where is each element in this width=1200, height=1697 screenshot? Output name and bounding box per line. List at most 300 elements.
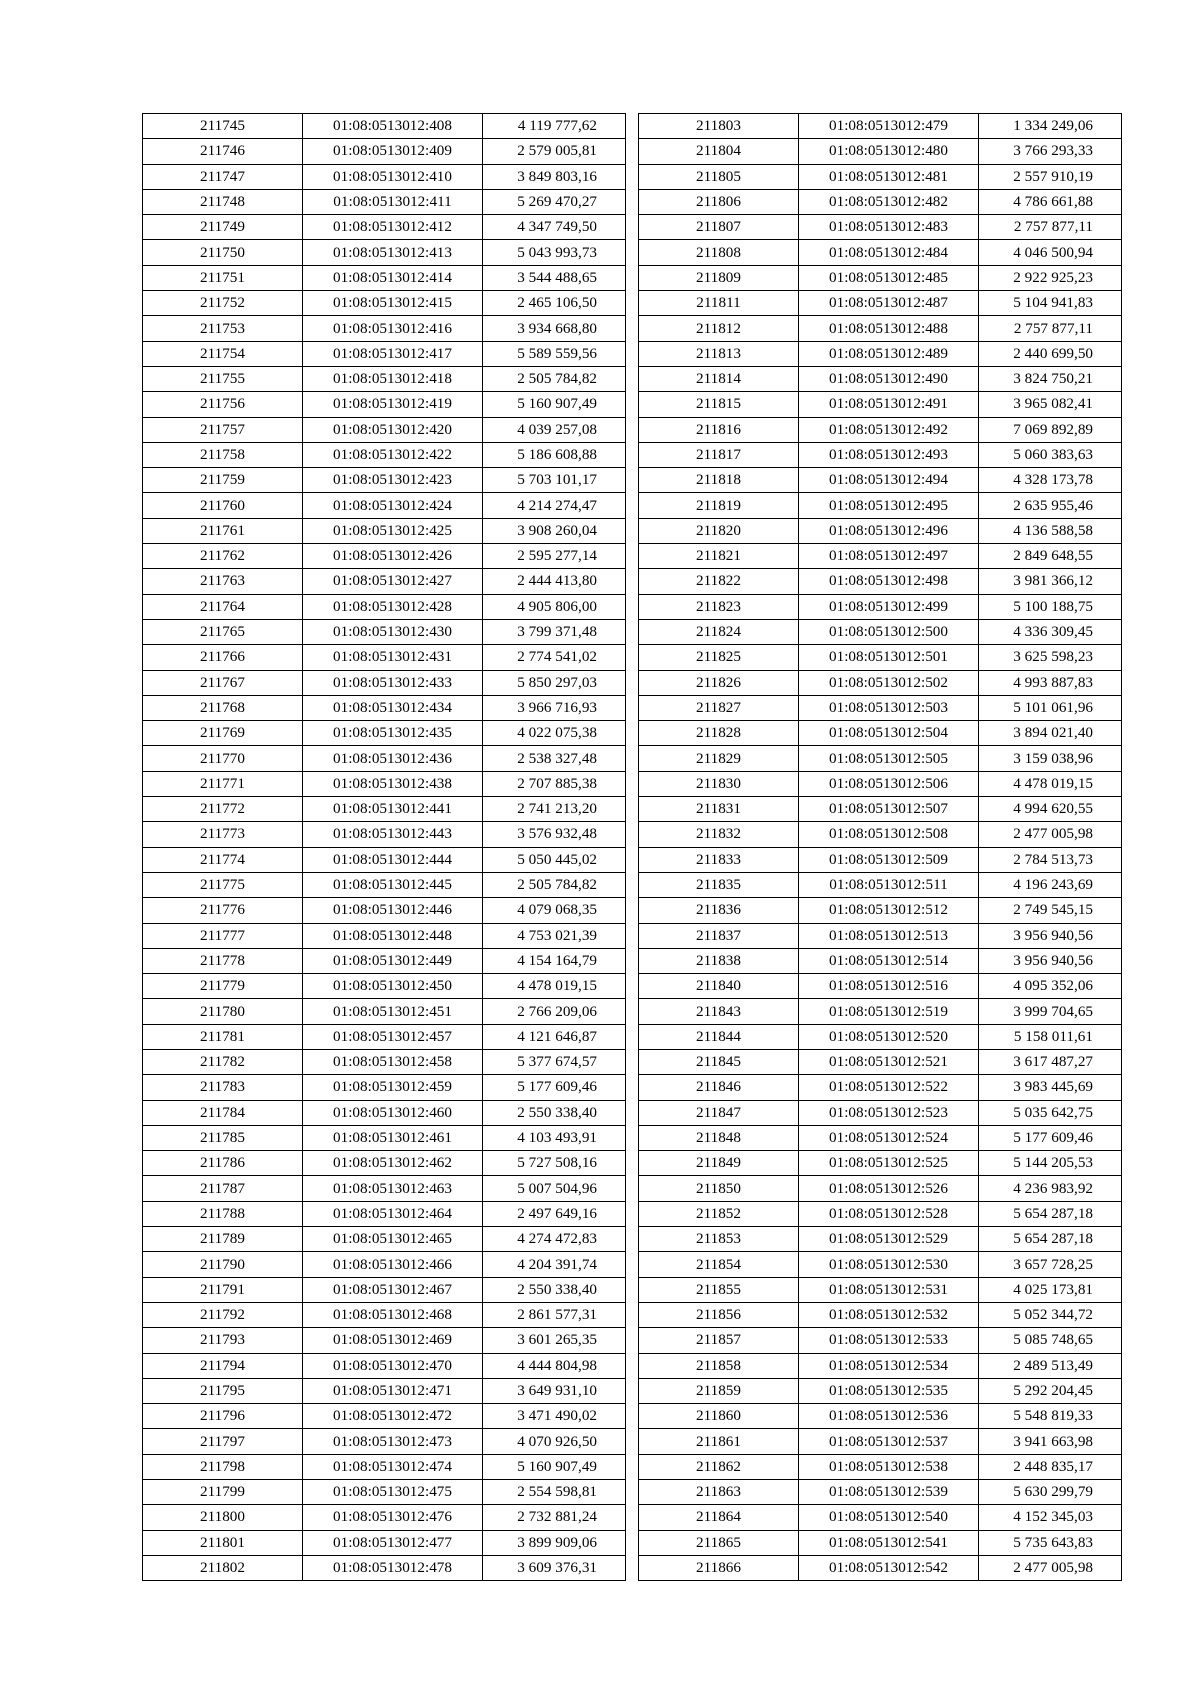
table-row (143, 1201, 626, 1226)
cadastral-number-cell: 01:08:0513012:492 (799, 417, 979, 442)
value-cell: 2 766 209,06 (483, 999, 626, 1024)
row-number-cell: 211757 (143, 417, 303, 442)
cadastral-number-cell: 01:08:0513012:536 (799, 1404, 979, 1429)
cadastral-number-cell: 01:08:0513012:495 (799, 493, 979, 518)
cadastral-number-cell: 01:08:0513012:468 (303, 1302, 483, 1327)
cadastral-number-cell: 01:08:0513012:466 (303, 1252, 483, 1277)
table-row (143, 417, 626, 442)
table-row (143, 215, 626, 240)
table-row (143, 974, 626, 999)
cadastral-number-cell: 01:08:0513012:512 (799, 898, 979, 923)
value-cell: 2 505 784,82 (483, 366, 626, 391)
cadastral-number-cell: 01:08:0513012:509 (799, 847, 979, 872)
table-row (639, 923, 1122, 948)
row-number-cell: 211821 (639, 544, 799, 569)
row-number-cell: 211812 (639, 316, 799, 341)
value-cell: 4 152 345,03 (979, 1505, 1122, 1530)
cadastral-number-cell: 01:08:0513012:501 (799, 645, 979, 670)
row-number-cell: 211786 (143, 1151, 303, 1176)
value-cell: 2 707 885,38 (483, 771, 626, 796)
row-number-cell: 211804 (639, 139, 799, 164)
table-row (639, 215, 1122, 240)
value-cell: 2 554 598,81 (483, 1480, 626, 1505)
value-cell: 4 196 243,69 (979, 872, 1122, 897)
cadastral-number-cell: 01:08:0513012:528 (799, 1201, 979, 1226)
value-cell: 3 471 490,02 (483, 1404, 626, 1429)
row-number-cell: 211864 (639, 1505, 799, 1530)
cadastral-number-cell: 01:08:0513012:449 (303, 948, 483, 973)
row-number-cell: 211844 (639, 1024, 799, 1049)
cadastral-number-cell: 01:08:0513012:499 (799, 594, 979, 619)
table-row (143, 189, 626, 214)
cadastral-number-cell: 01:08:0513012:474 (303, 1454, 483, 1479)
value-cell: 3 981 366,12 (979, 569, 1122, 594)
row-number-cell: 211768 (143, 695, 303, 720)
value-cell: 3 657 728,25 (979, 1252, 1122, 1277)
value-cell: 4 136 588,58 (979, 518, 1122, 543)
row-number-cell: 211783 (143, 1075, 303, 1100)
cadastral-number-cell: 01:08:0513012:412 (303, 215, 483, 240)
value-cell: 5 177 609,46 (979, 1125, 1122, 1150)
cadastral-number-cell: 01:08:0513012:534 (799, 1353, 979, 1378)
row-number-cell: 211857 (639, 1328, 799, 1353)
cadastral-number-cell: 01:08:0513012:496 (799, 518, 979, 543)
row-number-cell: 211835 (639, 872, 799, 897)
table-row (639, 1505, 1122, 1530)
row-number-cell: 211775 (143, 872, 303, 897)
cadastral-number-cell: 01:08:0513012:504 (799, 721, 979, 746)
value-cell: 5 060 383,63 (979, 442, 1122, 467)
cadastral-number-cell: 01:08:0513012:541 (799, 1530, 979, 1555)
cadastral-number-cell: 01:08:0513012:538 (799, 1454, 979, 1479)
value-cell: 5 085 748,65 (979, 1328, 1122, 1353)
row-number-cell: 211813 (639, 341, 799, 366)
table-row (143, 721, 626, 746)
row-number-cell: 211865 (639, 1530, 799, 1555)
value-cell: 4 236 983,92 (979, 1176, 1122, 1201)
value-cell: 4 046 500,94 (979, 240, 1122, 265)
table-row (143, 872, 626, 897)
row-number-cell: 211794 (143, 1353, 303, 1378)
row-number-cell: 211828 (639, 721, 799, 746)
table-row (639, 569, 1122, 594)
cadastral-number-cell: 01:08:0513012:488 (799, 316, 979, 341)
value-cell: 5 160 907,49 (483, 1454, 626, 1479)
row-number-cell: 211756 (143, 392, 303, 417)
table-row (639, 164, 1122, 189)
row-number-cell: 211759 (143, 468, 303, 493)
cadastral-number-cell: 01:08:0513012:411 (303, 189, 483, 214)
row-number-cell: 211830 (639, 771, 799, 796)
row-number-cell: 211773 (143, 822, 303, 847)
table-row (639, 1024, 1122, 1049)
row-number-cell: 211766 (143, 645, 303, 670)
value-cell: 5 144 205,53 (979, 1151, 1122, 1176)
table-row (639, 1480, 1122, 1505)
table-row (143, 366, 626, 391)
table-row (143, 114, 626, 139)
cadastral-number-cell: 01:08:0513012:540 (799, 1505, 979, 1530)
table-row (143, 746, 626, 771)
cadastral-number-cell: 01:08:0513012:473 (303, 1429, 483, 1454)
table-row (143, 240, 626, 265)
row-number-cell: 211823 (639, 594, 799, 619)
value-cell: 4 905 806,00 (483, 594, 626, 619)
row-number-cell: 211784 (143, 1100, 303, 1125)
value-cell: 3 601 265,35 (483, 1328, 626, 1353)
table-row (143, 847, 626, 872)
cadastral-number-cell: 01:08:0513012:524 (799, 1125, 979, 1150)
cadastral-number-cell: 01:08:0513012:475 (303, 1480, 483, 1505)
cadastral-number-cell: 01:08:0513012:463 (303, 1176, 483, 1201)
cadastral-number-cell: 01:08:0513012:533 (799, 1328, 979, 1353)
value-cell: 3 649 931,10 (483, 1378, 626, 1403)
table-row (639, 518, 1122, 543)
value-cell: 3 159 038,96 (979, 746, 1122, 771)
cadastral-number-cell: 01:08:0513012:523 (799, 1100, 979, 1125)
cadastral-number-cell: 01:08:0513012:529 (799, 1227, 979, 1252)
row-number-cell: 211843 (639, 999, 799, 1024)
table-row (639, 670, 1122, 695)
value-cell: 2 757 877,11 (979, 316, 1122, 341)
row-number-cell: 211802 (143, 1555, 303, 1580)
cadastral-number-cell: 01:08:0513012:485 (799, 265, 979, 290)
row-number-cell: 211822 (639, 569, 799, 594)
cadastral-number-cell: 01:08:0513012:430 (303, 619, 483, 644)
table-row (639, 999, 1122, 1024)
cadastral-number-cell: 01:08:0513012:490 (799, 366, 979, 391)
cadastral-number-cell: 01:08:0513012:537 (799, 1429, 979, 1454)
value-cell: 5 850 297,03 (483, 670, 626, 695)
value-cell: 2 444 413,80 (483, 569, 626, 594)
cadastral-number-cell: 01:08:0513012:431 (303, 645, 483, 670)
cadastral-number-cell: 01:08:0513012:505 (799, 746, 979, 771)
cadastral-number-cell: 01:08:0513012:448 (303, 923, 483, 948)
row-number-cell: 211770 (143, 746, 303, 771)
table-row (143, 1277, 626, 1302)
row-number-cell: 211778 (143, 948, 303, 973)
value-cell: 3 849 803,16 (483, 164, 626, 189)
cadastral-number-cell: 01:08:0513012:507 (799, 797, 979, 822)
table-row (639, 847, 1122, 872)
cadastral-number-cell: 01:08:0513012:450 (303, 974, 483, 999)
cadastral-number-cell: 01:08:0513012:464 (303, 1201, 483, 1226)
cadastral-number-cell: 01:08:0513012:465 (303, 1227, 483, 1252)
value-cell: 3 983 445,69 (979, 1075, 1122, 1100)
cadastral-number-cell: 01:08:0513012:425 (303, 518, 483, 543)
row-number-cell: 211827 (639, 695, 799, 720)
row-number-cell: 211798 (143, 1454, 303, 1479)
row-number-cell: 211771 (143, 771, 303, 796)
table-row (143, 1505, 626, 1530)
cadastral-number-cell: 01:08:0513012:426 (303, 544, 483, 569)
value-cell: 5 269 470,27 (483, 189, 626, 214)
table-row (639, 695, 1122, 720)
row-number-cell: 211820 (639, 518, 799, 543)
parcel-table-left-body (143, 114, 626, 1581)
row-number-cell: 211854 (639, 1252, 799, 1277)
cadastral-number-cell: 01:08:0513012:491 (799, 392, 979, 417)
cadastral-number-cell: 01:08:0513012:482 (799, 189, 979, 214)
table-row (143, 999, 626, 1024)
table-row (143, 1049, 626, 1074)
row-number-cell: 211763 (143, 569, 303, 594)
row-number-cell: 211751 (143, 265, 303, 290)
value-cell: 2 732 881,24 (483, 1505, 626, 1530)
table-row (639, 797, 1122, 822)
table-row (143, 1100, 626, 1125)
cadastral-number-cell: 01:08:0513012:516 (799, 974, 979, 999)
value-cell: 4 095 352,06 (979, 974, 1122, 999)
value-cell: 2 557 910,19 (979, 164, 1122, 189)
cadastral-number-cell: 01:08:0513012:446 (303, 898, 483, 923)
row-number-cell: 211765 (143, 619, 303, 644)
row-number-cell: 211788 (143, 1201, 303, 1226)
row-number-cell: 211850 (639, 1176, 799, 1201)
table-row (639, 872, 1122, 897)
table-row (639, 1378, 1122, 1403)
table-row (639, 771, 1122, 796)
cadastral-number-cell: 01:08:0513012:433 (303, 670, 483, 695)
table-row (143, 1151, 626, 1176)
cadastral-number-cell: 01:08:0513012:443 (303, 822, 483, 847)
table-row (143, 822, 626, 847)
table-row (639, 1277, 1122, 1302)
value-cell: 3 934 668,80 (483, 316, 626, 341)
value-cell: 4 121 646,87 (483, 1024, 626, 1049)
value-cell: 4 994 620,55 (979, 797, 1122, 822)
cadastral-number-cell: 01:08:0513012:502 (799, 670, 979, 695)
table-row (639, 898, 1122, 923)
value-cell: 2 477 005,98 (979, 1555, 1122, 1580)
table-row (639, 1075, 1122, 1100)
row-number-cell: 211758 (143, 442, 303, 467)
table-row (143, 645, 626, 670)
value-cell: 5 007 504,96 (483, 1176, 626, 1201)
parcel-table-right-body (639, 114, 1122, 1581)
row-number-cell: 211797 (143, 1429, 303, 1454)
table-row (639, 721, 1122, 746)
cadastral-number-cell: 01:08:0513012:427 (303, 569, 483, 594)
cadastral-number-cell: 01:08:0513012:413 (303, 240, 483, 265)
value-cell: 3 894 021,40 (979, 721, 1122, 746)
value-cell: 4 079 068,35 (483, 898, 626, 923)
table-row (639, 619, 1122, 644)
table-row (143, 1404, 626, 1429)
value-cell: 2 538 327,48 (483, 746, 626, 771)
row-number-cell: 211814 (639, 366, 799, 391)
cadastral-number-cell: 01:08:0513012:480 (799, 139, 979, 164)
value-cell: 5 377 674,57 (483, 1049, 626, 1074)
value-cell: 2 550 338,40 (483, 1277, 626, 1302)
row-number-cell: 211780 (143, 999, 303, 1024)
row-number-cell: 211790 (143, 1252, 303, 1277)
value-cell: 2 849 648,55 (979, 544, 1122, 569)
row-number-cell: 211816 (639, 417, 799, 442)
table-row (143, 923, 626, 948)
cadastral-number-cell: 01:08:0513012:457 (303, 1024, 483, 1049)
value-cell: 4 103 493,91 (483, 1125, 626, 1150)
table-row (639, 544, 1122, 569)
value-cell: 4 336 309,45 (979, 619, 1122, 644)
cadastral-number-cell: 01:08:0513012:532 (799, 1302, 979, 1327)
table-row (639, 1404, 1122, 1429)
value-cell: 4 444 804,98 (483, 1353, 626, 1378)
value-cell: 4 786 661,88 (979, 189, 1122, 214)
value-cell: 5 043 993,73 (483, 240, 626, 265)
row-number-cell: 211809 (639, 265, 799, 290)
value-cell: 4 478 019,15 (979, 771, 1122, 796)
value-cell: 3 941 663,98 (979, 1429, 1122, 1454)
row-number-cell: 211762 (143, 544, 303, 569)
cadastral-number-cell: 01:08:0513012:530 (799, 1252, 979, 1277)
value-cell: 3 965 082,41 (979, 392, 1122, 417)
table-row (639, 822, 1122, 847)
value-cell: 5 035 642,75 (979, 1100, 1122, 1125)
table-row (143, 771, 626, 796)
cadastral-number-cell: 01:08:0513012:531 (799, 1277, 979, 1302)
row-number-cell: 211852 (639, 1201, 799, 1226)
table-row (143, 316, 626, 341)
cadastral-number-cell: 01:08:0513012:438 (303, 771, 483, 796)
table-row (143, 1024, 626, 1049)
cadastral-number-cell: 01:08:0513012:487 (799, 291, 979, 316)
cadastral-number-cell: 01:08:0513012:494 (799, 468, 979, 493)
cadastral-number-cell: 01:08:0513012:477 (303, 1530, 483, 1555)
table-row (639, 1252, 1122, 1277)
value-cell: 4 214 274,47 (483, 493, 626, 518)
row-number-cell: 211859 (639, 1378, 799, 1403)
row-number-cell: 211829 (639, 746, 799, 771)
table-row (639, 974, 1122, 999)
row-number-cell: 211847 (639, 1100, 799, 1125)
cadastral-number-cell: 01:08:0513012:484 (799, 240, 979, 265)
cadastral-number-cell: 01:08:0513012:525 (799, 1151, 979, 1176)
cadastral-number-cell: 01:08:0513012:520 (799, 1024, 979, 1049)
cadastral-number-cell: 01:08:0513012:481 (799, 164, 979, 189)
table-row (639, 468, 1122, 493)
table-row (639, 1049, 1122, 1074)
value-cell: 2 774 541,02 (483, 645, 626, 670)
table-row (143, 265, 626, 290)
row-number-cell: 211799 (143, 1480, 303, 1505)
row-number-cell: 211772 (143, 797, 303, 822)
cadastral-number-cell: 01:08:0513012:500 (799, 619, 979, 644)
cadastral-number-cell: 01:08:0513012:506 (799, 771, 979, 796)
value-cell: 2 784 513,73 (979, 847, 1122, 872)
row-number-cell: 211760 (143, 493, 303, 518)
value-cell: 2 741 213,20 (483, 797, 626, 822)
table-row (143, 1454, 626, 1479)
table-row (639, 1353, 1122, 1378)
cadastral-number-cell: 01:08:0513012:522 (799, 1075, 979, 1100)
row-number-cell: 211808 (639, 240, 799, 265)
value-cell: 4 347 749,50 (483, 215, 626, 240)
table-row (143, 392, 626, 417)
value-cell: 5 101 061,96 (979, 695, 1122, 720)
table-row (639, 746, 1122, 771)
table-row (639, 1151, 1122, 1176)
cadastral-number-cell: 01:08:0513012:461 (303, 1125, 483, 1150)
cadastral-number-cell: 01:08:0513012:462 (303, 1151, 483, 1176)
value-cell: 2 505 784,82 (483, 872, 626, 897)
table-row (639, 240, 1122, 265)
cadastral-number-cell: 01:08:0513012:471 (303, 1378, 483, 1403)
row-number-cell: 211750 (143, 240, 303, 265)
table-row (639, 1100, 1122, 1125)
row-number-cell: 211774 (143, 847, 303, 872)
table-row (639, 1429, 1122, 1454)
value-cell: 3 544 488,65 (483, 265, 626, 290)
row-number-cell: 211754 (143, 341, 303, 366)
cadastral-number-cell: 01:08:0513012:417 (303, 341, 483, 366)
table-row (143, 1378, 626, 1403)
row-number-cell: 211832 (639, 822, 799, 847)
cadastral-number-cell: 01:08:0513012:519 (799, 999, 979, 1024)
cadastral-number-cell: 01:08:0513012:539 (799, 1480, 979, 1505)
row-number-cell: 211795 (143, 1378, 303, 1403)
table-row (639, 392, 1122, 417)
row-number-cell: 211747 (143, 164, 303, 189)
cadastral-number-cell: 01:08:0513012:460 (303, 1100, 483, 1125)
row-number-cell: 211849 (639, 1151, 799, 1176)
row-number-cell: 211831 (639, 797, 799, 822)
row-number-cell: 211825 (639, 645, 799, 670)
cadastral-number-cell: 01:08:0513012:467 (303, 1277, 483, 1302)
value-cell: 4 753 021,39 (483, 923, 626, 948)
table-row (143, 797, 626, 822)
table-row (143, 594, 626, 619)
table-row (143, 341, 626, 366)
value-cell: 4 204 391,74 (483, 1252, 626, 1277)
table-row (143, 291, 626, 316)
table-row (639, 645, 1122, 670)
value-cell: 5 292 204,45 (979, 1378, 1122, 1403)
table-row (639, 1201, 1122, 1226)
table-row (143, 569, 626, 594)
row-number-cell: 211785 (143, 1125, 303, 1150)
row-number-cell: 211836 (639, 898, 799, 923)
row-number-cell: 211853 (639, 1227, 799, 1252)
row-number-cell: 211796 (143, 1404, 303, 1429)
table-row (639, 265, 1122, 290)
cadastral-number-cell: 01:08:0513012:444 (303, 847, 483, 872)
cadastral-number-cell: 01:08:0513012:483 (799, 215, 979, 240)
row-number-cell: 211781 (143, 1024, 303, 1049)
row-number-cell: 211858 (639, 1353, 799, 1378)
value-cell: 5 100 188,75 (979, 594, 1122, 619)
table-row (143, 1252, 626, 1277)
value-cell: 2 550 338,40 (483, 1100, 626, 1125)
value-cell: 5 052 344,72 (979, 1302, 1122, 1327)
value-cell: 7 069 892,89 (979, 417, 1122, 442)
row-number-cell: 211845 (639, 1049, 799, 1074)
value-cell: 3 966 716,93 (483, 695, 626, 720)
row-number-cell: 211792 (143, 1302, 303, 1327)
value-cell: 2 440 699,50 (979, 341, 1122, 366)
table-row (639, 1328, 1122, 1353)
row-number-cell: 211807 (639, 215, 799, 240)
value-cell: 5 589 559,56 (483, 341, 626, 366)
value-cell: 2 922 925,23 (979, 265, 1122, 290)
table-row (143, 1353, 626, 1378)
table-row (639, 316, 1122, 341)
cadastral-number-cell: 01:08:0513012:493 (799, 442, 979, 467)
table-row (143, 493, 626, 518)
table-row (639, 442, 1122, 467)
value-cell: 3 999 704,65 (979, 999, 1122, 1024)
row-number-cell: 211806 (639, 189, 799, 214)
